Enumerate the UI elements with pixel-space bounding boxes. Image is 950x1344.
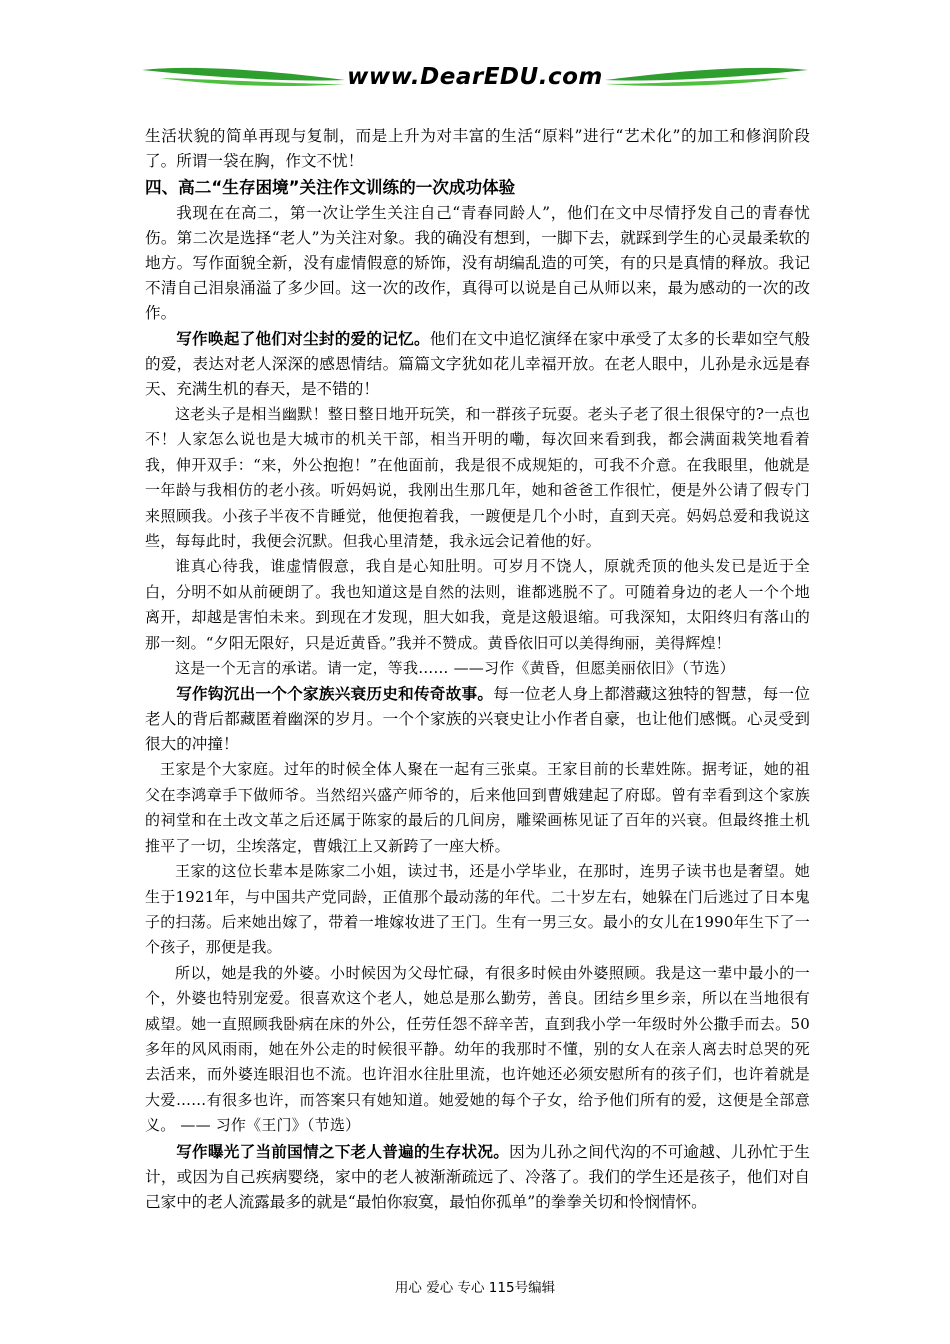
excerpt-attribution: 这是一个无言的承诺。请一定，等我…… ——习作《黄昏，但愿美丽依旧》（节选）: [175, 659, 735, 678]
page-header: [140, 58, 810, 98]
paragraph-memory: [145, 326, 810, 402]
excerpt-paragraph: 王家的这位长辈本是陈家二小姐，读过书，还是小学毕业，在那时，连男子读书也是奢望。她生于1921年，与中国共产党同龄，正值那个最动荡的年代。二十岁左右，她躲在门后逃过了日本鬼子的扫荡。后来她出嫁了，带着一堆嫁妆进了王门。生有一男三女。最小的女儿在1990年生下了一个孩子，那便是我。: [145, 862, 810, 957]
excerpt-paragraph: 王家是个大家庭。过年的时候全体人聚在一起有三张桌。王家目前的长辈姓陈。据考证，她的祖父在李鸿章手下做师爷。当然绍兴盛产师爷的，后来他回到曹娥建起了府邸。曾有幸看到这个家族的祠堂和在土改文革之后还属于陈家的最后的几间房，雕梁画栋见证了百年的兴衰。但最终推土机推平了一切，尘埃落定，曹娥江上又新跨了一座大桥。: [145, 760, 810, 855]
paragraph-lead: 写作曝光了当前国情之下老人普遍的生存状况。: [176, 1141, 510, 1161]
excerpt-paragraph: 这老头子是相当幽默！整日整日地开玩笑，和一群孩子玩耍。老头子老了很土很保守的?一点也不！人家怎么说也是大城市的机关干部，相当开明的嘞，每次回来看到我，都会满面栽笑地看着我，伸开双手：“来，外公抱抱！”在他面前，我是很不成规矩的，可我不介意。在我眼里，他就是一年龄与我相仿的老小孩。听妈妈说，我刚出生那几年，她和爸爸工作很忙，便是外公请了假专门来照顾我。小孩子半夜不肯睡觉，他便抱着我，一踱便是几个小时，直到天亮。妈妈总爱和我说这些，每每此时，我便会沉默。但我心里清楚，我永远会记着他的好。: [145, 405, 810, 551]
paragraph-living-conditions: [145, 1139, 810, 1215]
paragraph-family: [145, 681, 810, 757]
section-heading: 四、高二“生存困境”关注作文训练的一次成功体验: [145, 178, 516, 197]
paragraph-lead: 写作唤起了他们对尘封的爱的记忆。: [176, 329, 430, 348]
article-body: [145, 124, 810, 1215]
site-logo-text[interactable]: www.DearEDU.com: [347, 64, 603, 90]
paragraph-text: 他们在文中追忆演绎在家中承受了太多的长辈如空气般的爱，表达对老人深深的感恩情结。篇篇文字犹如花儿幸福开放。在老人眼中，儿孙是永远是春天、充满生机的春天，是不错的！: [145, 330, 810, 398]
paragraph-lead: 写作钩沉出一个个家族兴衰历史和传奇故事。: [176, 684, 494, 704]
paragraph-text: 因为儿孙之间代沟的不可逾越、儿孙忙于生计，或因为自己疾病婴绕，家中的老人被渐渐疏远了、冷落了。我们的学生还是孩子，他们对自己家中的老人流露最多的就是“最怕你寂寞，最怕你孤单”的拳拳关切和怜悯情怀。: [145, 1142, 810, 1211]
excerpt-paragraph: 所以，她是我的外婆。小时候因为父母忙碌，有很多时候由外婆照顾。我是这一辈中最小的一个，外婆也特别宠爱。很喜欢这个老人，她总是那么勤劳，善良。团结乡里乡亲，所以在当地很有威望。她一直照顾我卧病在床的外公，任劳任怨不辞辛苦，直到我小学一年级时外公撒手而去。50多年的风风雨雨，她在外公走的时候很平静。幼年的我那时不懂，别的女人在亲人离去时总哭的死去活来，而外婆连眼泪也不流。也许泪水往肚里流，也许她还必须安慰所有的孩子们，也许着就是大爱……有很多也许，而答案只有她知道。她爱她的每个子女，给予他们所有的爱，这便是全部意义。 —— 习作《王门》（节选）: [145, 963, 810, 1135]
page-footer: 用心 爱心 专心 115号编辑: [394, 1280, 556, 1296]
excerpt-paragraph: 谁真心待我，谁虚情假意，我自是心知肚明。可岁月不饶人，原就秃顶的他头发已是近于全白，分明不如从前硬朗了。我也知道这是自然的法则，谁都逃脱不了。可随着身边的老人一个个地离开，却越是害怕未来。到现在才发现，胆大如我，竟是这般退缩。可我深知，太阳终归有落山的那一刻。“夕阳无限好，只是近黄昏。”我并不赞成。黄昏依旧可以美得绚丽，美得辉煌！: [145, 557, 810, 652]
paragraph-text: 每一位老人身上都潜藏这独特的智慧，每一位老人的背后都藏匿着幽深的岁月。一个个家族的兴衰史让小作者自豪，也让他们感慨。心灵受到很大的冲撞！: [145, 685, 810, 754]
paragraph-continued: 生活状貌的简单再现与复制，而是上升为对丰富的生活“原料”进行“艺术化”的加工和修润阶段了。所谓一袋在胸，作文不忧！: [145, 127, 810, 170]
paragraph-intro: 我现在在高二，第一次让学生关注自己“青春同龄人”，他们在文中尽情抒发自己的青春忧伤。第二次是选择“老人”为关注对象。我的确没有想到，一脚下去，就踩到学生的心灵最柔软的地方。写作面貌全新，没有虚情假意的矫饰，没有胡编乱造的可笑，有的只是真情的释放。我记不清自己泪泉涌溢了多少回。这一次的改作，真得可以说是自己从师以来，最为感动的一次的改作。: [145, 204, 810, 322]
